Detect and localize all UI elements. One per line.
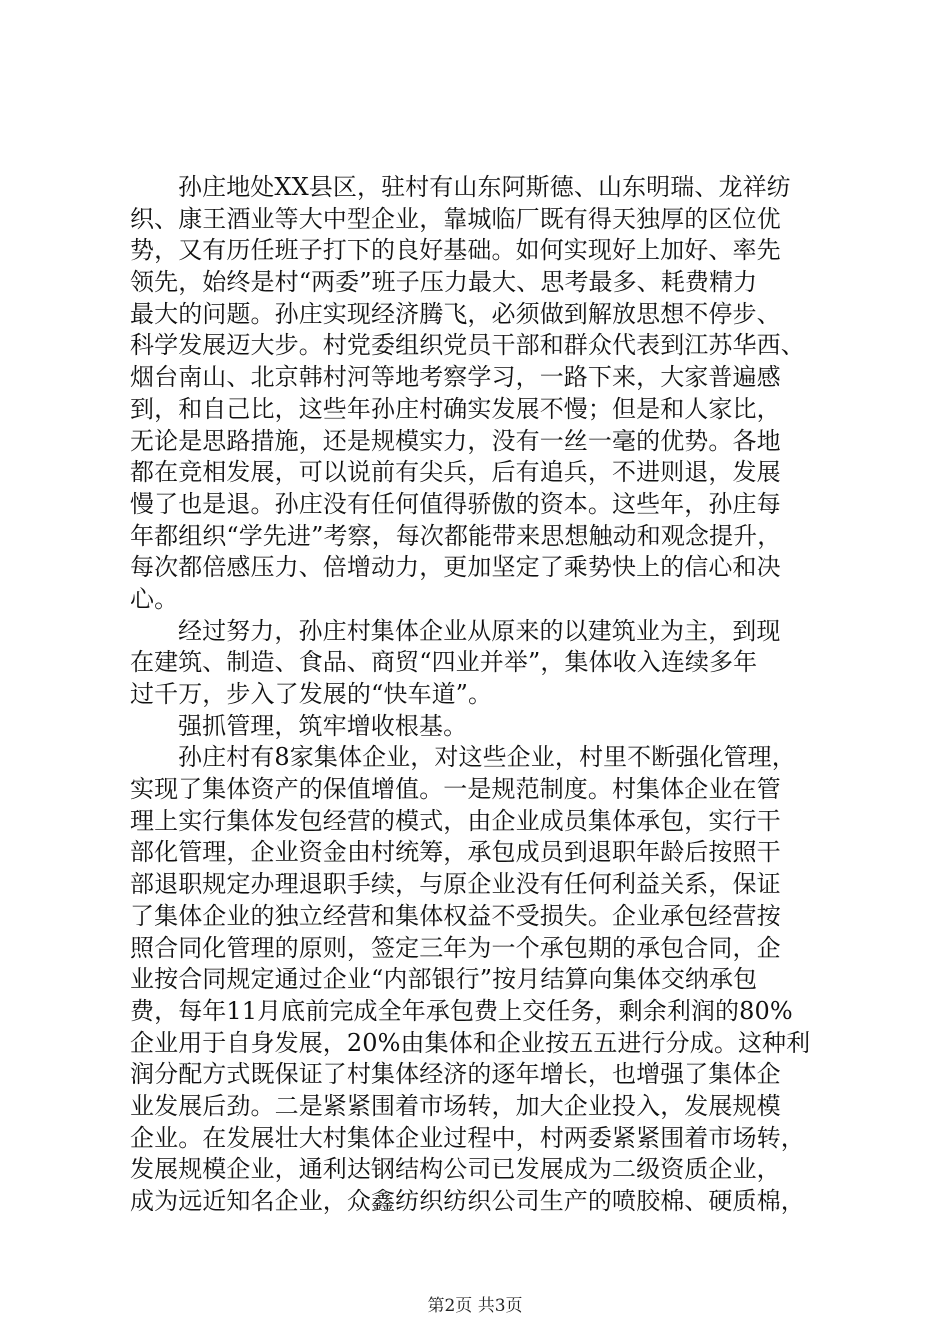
text-line: 经过努力，孙庄村集体企业从原来的以建筑业为主，到现 bbox=[178, 616, 781, 645]
text-line: 心。 bbox=[130, 584, 179, 613]
text-line: 部化管理，企业资金由村统筹，承包成员到退职年龄后按照干 bbox=[130, 838, 781, 867]
text-line: 年都组织“学先进”考察，每次都能带来思想触动和观念提升， bbox=[130, 521, 782, 550]
text-line: 过千万，步入了发展的“快车道”。 bbox=[130, 680, 493, 708]
text-line: 织、康王酒业等大中型企业，靠城临厂既有得天独厚的区位优 bbox=[130, 204, 781, 233]
text-line: 在建筑、制造、食品、商贸“四业并举”，集体收入连续多年 bbox=[130, 648, 758, 677]
text-line: 无论是思路措施，还是规模实力，没有一丝一毫的优势。各地 bbox=[130, 426, 781, 455]
text-line: 业按合同规定通过企业“内部银行”按月结算向集体交纳承包 bbox=[130, 965, 758, 994]
text-line: 每次都倍感压力、倍增动力，更加坚定了乘势快上的信心和决 bbox=[130, 553, 781, 582]
body-text bbox=[130, 172, 830, 1218]
text-line: 费，每年11月底前完成全年承包费上交任务，剩余利润的80% bbox=[130, 996, 793, 1025]
page-footer: 第2页 共3页 bbox=[427, 1296, 523, 1316]
text-line: 了集体企业的独立经营和集体权益不受损失。企业承包经营按 bbox=[130, 901, 781, 930]
text-line: 实现了集体资产的保值增值。一是规范制度。村集体企业在管 bbox=[130, 775, 781, 804]
text-line: 都在竞相发展，可以说前有尖兵，后有追兵，不进则退，发展 bbox=[130, 458, 781, 487]
text-line: 成为远近知名企业，众鑫纺织纺织公司生产的喷胶棉、硬质棉， bbox=[130, 1187, 805, 1215]
text-line: 部退职规定办理退职手续，与原企业没有任何利益关系，保证 bbox=[130, 870, 781, 899]
text-line: 发展规模企业，通利达钢结构公司已发展成为二级资质企业， bbox=[130, 1155, 781, 1184]
text-line: 企业用于自身发展，20%由集体和企业按五五进行分成。这种利 bbox=[130, 1028, 811, 1057]
text-line: 慢了也是退。孙庄没有任何值得骄傲的资本。这些年，孙庄每 bbox=[130, 489, 781, 518]
text-line: 最大的问题。孙庄实现经济腾飞，必须做到解放思想不停步、 bbox=[130, 299, 781, 328]
text-line: 领先，始终是村“两委”班子压力最大、思考最多、耗费精力 bbox=[130, 268, 758, 297]
text-line: 孙庄地处XX县区，驻村有山东阿斯德、山东明瑞、龙祥纺 bbox=[178, 173, 791, 201]
text-line: 理上实行集体发包经营的模式，由企业成员集体承包，实行干 bbox=[130, 806, 781, 835]
text-line: 润分配方式既保证了村集体经济的逐年增长，也增强了集体企 bbox=[130, 1060, 781, 1089]
text-line: 孙庄村有8家集体企业，对这些企业，村里不断强化管理， bbox=[178, 743, 796, 772]
text-line: 科学发展迈大步。村党委组织党员干部和群众代表到江苏华西、 bbox=[130, 331, 805, 360]
text-line: 势，又有历任班子打下的良好基础。如何实现好上加好、率先 bbox=[130, 236, 781, 265]
text-line: 烟台南山、北京韩村河等地考察学习，一路下来，大家普遍感 bbox=[130, 363, 781, 392]
text-line: 到，和自己比，这些年孙庄村确实发展不慢；但是和人家比， bbox=[130, 394, 781, 423]
section-heading: 强抓管理，筑牢增收根基。 bbox=[178, 711, 468, 740]
text-line: 业发展后劲。二是紧紧围着市场转，加大企业投入，发展规模 bbox=[130, 1091, 781, 1120]
text-line: 照合同化管理的原则，签定三年为一个承包期的承包合同，企 bbox=[130, 933, 781, 962]
text-line: 企业。在发展壮大村集体企业过程中，村两委紧紧围着市场转， bbox=[130, 1123, 805, 1152]
